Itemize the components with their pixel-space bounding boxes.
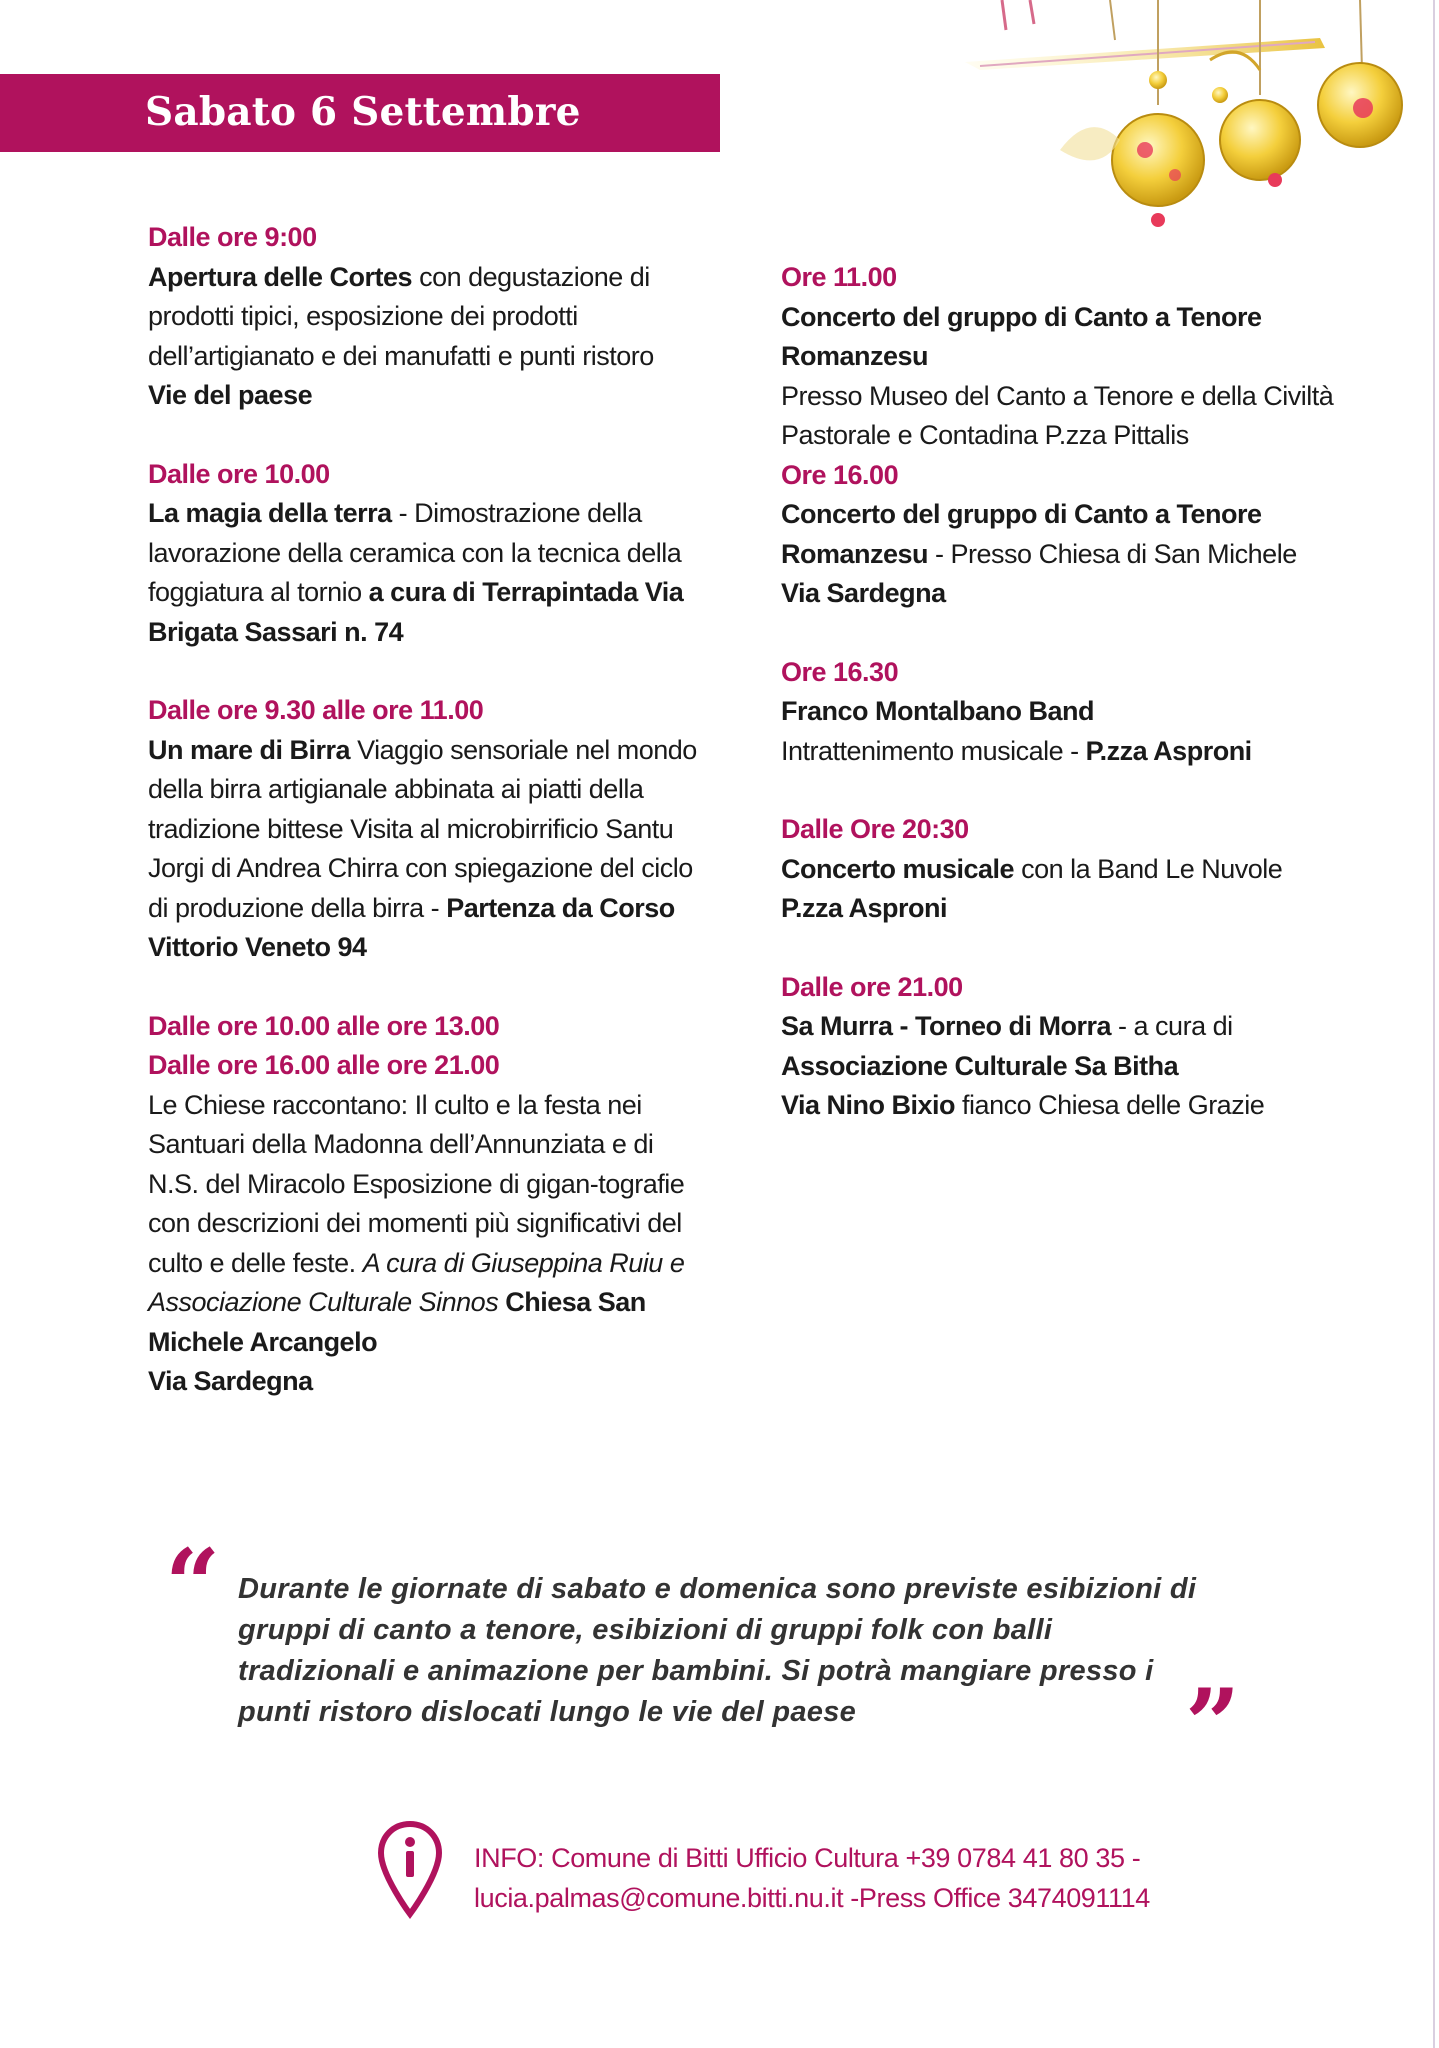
event-title: Apertura delle Cortes bbox=[148, 261, 413, 292]
event-time: Ore 16.00 bbox=[781, 459, 899, 490]
event-time: Dalle ore 9.30 alle ore 11.00 bbox=[148, 695, 484, 725]
quote-text: Durante le giornate di sabato e domenica sono previste esibizioni di gruppi di canto a tenore, esibizioni di gruppi folk con balli tradizionali e animazione per bambini. Si potrà mangiare presso i punti ristoro dislocati lungo le vie del paese bbox=[238, 1573, 1197, 1728]
event-description bbox=[781, 1007, 1341, 1086]
event-time: Dalle ore 9:00 bbox=[148, 222, 317, 252]
event-title: Concerto del gruppo di Canto a Tenore Romanzesu bbox=[781, 499, 1262, 569]
event-organizer: a cura di Terrapintada Via Brigata Sassari n. 74 bbox=[148, 577, 684, 647]
event-description bbox=[781, 850, 1341, 890]
event-time: Dalle ore 10.00 bbox=[148, 458, 330, 489]
hanging-ornaments-decoration bbox=[960, 0, 1420, 240]
event-place: Via Sardegna bbox=[781, 578, 946, 608]
page-edge-line bbox=[1433, 0, 1435, 2048]
event-text: Presso Museo del Canto a Tenore e della Civiltà Pastorale e Contadina P.zza Pittalis bbox=[781, 380, 1334, 450]
event-place: Via Nino Bixio bbox=[781, 1090, 956, 1120]
event-time: Dalle Ore 20:30 bbox=[781, 814, 969, 844]
event-title: Concerto musicale bbox=[781, 853, 1015, 884]
event-chiese-raccontano bbox=[148, 1007, 708, 1402]
info-line-1: INFO: Comune di Bitti Ufficio Cultura +39 0784 41 80 35 - bbox=[474, 1843, 1141, 1873]
event-title: Concerto del gruppo di Canto a Tenore Romanzesu bbox=[781, 301, 1262, 371]
event-text: con degustazione di prodotti tipici, esposizione dei prodotti dell’artigianato e dei manufatti e punti ristoro bbox=[148, 261, 654, 371]
close-quote-mark: ” bbox=[1185, 1668, 1241, 1781]
event-text: Le Chiese raccontano: Il culto e la festa nei Santuari della Madonna dell’Annunziata e di N.S. del Miracolo Esposizione di gigan-tografie con descrizioni dei momenti più significativi del culto e delle feste. bbox=[148, 1089, 685, 1278]
event-text: Intrattenimento musicale - bbox=[781, 735, 1086, 766]
open-quote-mark: “ bbox=[165, 1528, 221, 1641]
event-place-line bbox=[781, 1086, 1341, 1126]
event-description bbox=[148, 258, 708, 377]
info-line-2: lucia.palmas@comune.bitti.nu.it -Press Office 3474091114 bbox=[474, 1883, 1150, 1913]
event-text: Viaggio sensoriale nel mondo della birra artigianale abbinata ai piatti della tradizione bittese Visita al microbirrificio Santu Jorgi di Andrea Chirra con spiegazione del ciclo di produzione della birra - bbox=[148, 734, 697, 923]
event-description bbox=[781, 732, 1341, 772]
event-place: Partenza da Corso Vittorio Veneto 94 bbox=[148, 892, 675, 962]
event-description bbox=[781, 495, 1341, 574]
event-montalbano-band bbox=[781, 653, 1341, 772]
event-time-second: Dalle ore 16.00 alle ore 21.00 bbox=[148, 1050, 500, 1080]
event-sa-murra bbox=[781, 968, 1341, 1126]
event-text: con la Band Le Nuvole bbox=[1014, 853, 1283, 884]
page-title: Sabato 6 Settembre bbox=[145, 89, 581, 135]
event-organizer: A cura di Giuseppina Ruiu e Associazione Culturale Sinnos bbox=[148, 1247, 685, 1317]
info-contact bbox=[474, 1838, 1374, 1918]
event-organizer: Associazione Culturale Sa Bitha bbox=[781, 1050, 1179, 1081]
event-description bbox=[148, 731, 708, 968]
event-concerto-1600 bbox=[781, 456, 1341, 614]
event-title: Franco Montalbano Band bbox=[781, 696, 1094, 726]
event-description bbox=[148, 1086, 708, 1363]
event-concerto-1100 bbox=[781, 258, 1341, 456]
event-magia-terra bbox=[148, 455, 708, 653]
event-concerto-musicale bbox=[781, 810, 1341, 929]
event-time: Ore 16.30 bbox=[781, 656, 899, 687]
event-text: - Dimostrazione della lavorazione della ceramica con la tecnica della foggiatura al tornio bbox=[148, 498, 682, 607]
location-info-icon bbox=[377, 1820, 443, 1920]
event-description bbox=[148, 494, 708, 652]
event-title: La magia della terra bbox=[148, 498, 392, 528]
event-time: Dalle ore 21.00 bbox=[781, 971, 963, 1002]
quote-block bbox=[165, 1528, 1275, 1781]
event-text: - a cura di bbox=[1111, 1011, 1233, 1041]
right-column bbox=[781, 258, 1341, 1126]
event-place: Via Sardegna bbox=[148, 1366, 313, 1396]
event-place: Vie del paese bbox=[148, 380, 313, 410]
event-text: - Presso Chiesa di San Michele bbox=[928, 538, 1297, 569]
event-time: Dalle ore 10.00 alle ore 13.00 bbox=[148, 1010, 500, 1041]
event-mare-birra bbox=[148, 691, 708, 968]
left-column bbox=[148, 218, 708, 1402]
event-place-detail: fianco Chiesa delle Grazie bbox=[955, 1090, 1265, 1120]
event-place: P.zza Asproni bbox=[1085, 735, 1252, 766]
event-time: Ore 11.00 bbox=[781, 262, 897, 292]
event-title: Un mare di Birra bbox=[148, 734, 351, 765]
event-apertura-cortes bbox=[148, 218, 708, 416]
event-title: Sa Murra - Torneo di Morra bbox=[781, 1011, 1112, 1041]
event-place: P.zza Asproni bbox=[781, 893, 948, 923]
event-venue: Chiesa San Michele Arcangelo bbox=[148, 1287, 646, 1357]
